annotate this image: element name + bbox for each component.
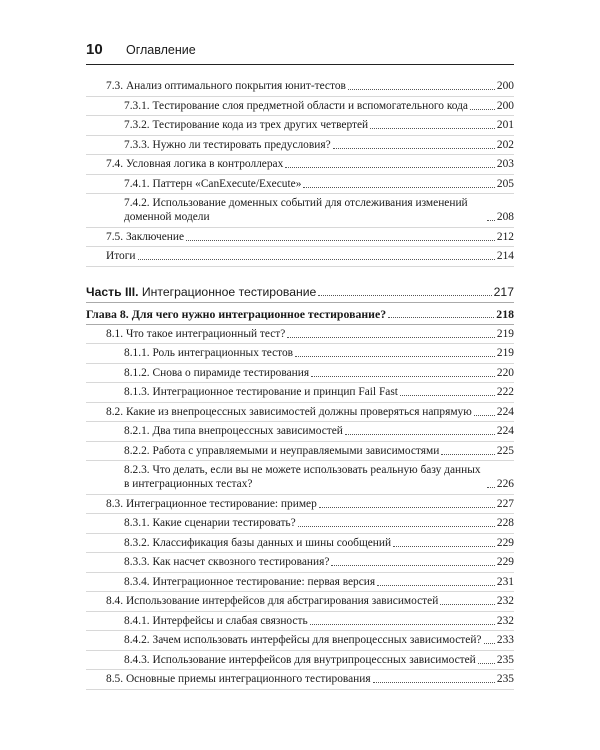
toc-entry-text: Классификация базы данных и шины сообщений	[152, 536, 392, 549]
toc-page-ref: 225	[496, 444, 514, 457]
toc-entry-number: 8.4.3.	[124, 653, 150, 666]
toc-entry-number: 8.5.	[106, 673, 124, 685]
toc-entry-number: 8.4.2.	[124, 634, 150, 646]
toc-entry-number: 7.3.1.	[124, 99, 150, 112]
toc-entry-text: Работа с управляемыми и неуправляемыми зависимостями	[152, 444, 440, 457]
toc-entry-number: 8.3.2.	[124, 536, 150, 549]
toc-entry-number: 8.3.1.	[124, 517, 150, 529]
toc-entry[interactable]	[86, 228, 514, 248]
toc-page-ref: 232	[496, 614, 514, 627]
toc-entry-title	[124, 463, 485, 491]
toc-entry-number: 7.5.	[106, 230, 124, 243]
toc-page-ref: 200	[496, 80, 514, 92]
toc-entry-title	[124, 177, 301, 191]
running-title: Оглавление	[126, 43, 196, 57]
toc-entry-title	[106, 79, 346, 93]
toc-chapter-text: Для чего нужно интеграционное тестирование?	[131, 306, 387, 321]
toc-entry-text: Тестирование слоя предметной области и вспомогательного кода	[152, 99, 468, 112]
toc-entry[interactable]	[86, 247, 514, 267]
toc-page-ref: 200	[496, 99, 514, 112]
toc-section-7	[86, 77, 514, 267]
toc-entry[interactable]	[86, 383, 514, 403]
toc-entry-text: Тестирование кода из трех других четвертей	[152, 119, 369, 131]
toc-entry-title	[124, 118, 368, 132]
toc-entry[interactable]	[86, 573, 514, 593]
toc-entry-text: Интеграционное тестирование и принцип Fail Fast	[152, 386, 398, 398]
toc-entry-title	[106, 405, 472, 419]
toc-entry[interactable]	[86, 631, 514, 651]
toc-part-label: Часть III.	[86, 284, 139, 299]
toc-entry-title	[124, 653, 476, 667]
toc-entry[interactable]	[86, 461, 514, 495]
toc-entry[interactable]	[86, 116, 514, 136]
page-header	[86, 41, 196, 58]
toc-entry-number: 8.4.	[106, 595, 124, 607]
toc-chapter-title	[86, 307, 386, 321]
toc-entry-title	[124, 196, 485, 224]
toc-page-ref: 227	[496, 497, 514, 510]
toc-entry[interactable]	[86, 155, 514, 175]
toc-entry-title	[124, 614, 308, 628]
toc-entry-number: 8.4.1.	[124, 614, 150, 627]
dot-leader	[298, 525, 495, 527]
toc-entry[interactable]	[86, 403, 514, 423]
dot-leader	[303, 186, 495, 188]
dot-leader	[138, 258, 495, 260]
toc-entry-text: Как насчет сквозного тестирования?	[152, 556, 330, 568]
toc-entry-number: 8.3.4.	[124, 575, 150, 588]
toc-entry-number: 8.2.3.	[124, 464, 150, 476]
toc-entry-text: Роль интеграционных тестов	[152, 347, 294, 359]
toc-entry[interactable]	[86, 495, 514, 515]
toc-page-ref: 235	[496, 673, 514, 685]
toc-page-ref: 233	[496, 634, 514, 646]
toc-entry-text: Что делать, если вы не можете использовать реальную базу данных в интеграционных тестах?	[124, 464, 481, 490]
toc-entry-text: Основные приемы интеграционного тестирования	[125, 673, 371, 685]
toc-page-ref: 212	[496, 230, 514, 243]
toc-page-ref: 214	[496, 250, 514, 262]
dot-leader	[285, 166, 495, 168]
toc-entry-number: 8.2.2.	[124, 444, 150, 457]
toc-entry-title	[124, 575, 375, 589]
toc-entry-text: Снова о пирамиде тестирования	[152, 366, 310, 379]
toc-page-ref: 229	[496, 536, 514, 549]
toc-entry[interactable]	[86, 670, 514, 690]
toc-entry-title	[106, 157, 283, 171]
toc-entry[interactable]	[86, 514, 514, 534]
toc-entry-text: Интеграционное тестирование: первая версия	[152, 575, 376, 588]
toc-entry[interactable]	[86, 77, 514, 97]
toc-entry-title	[124, 633, 482, 647]
toc-entry-title	[124, 555, 329, 569]
toc-page-ref: 202	[496, 138, 514, 151]
dot-leader	[377, 584, 495, 586]
toc-page-ref: 208	[496, 211, 514, 223]
toc-entry-number: 8.1.1.	[124, 347, 150, 359]
toc-page-ref: 226	[496, 478, 514, 490]
toc-entry-text: Что такое интеграционный тест?	[125, 327, 286, 340]
toc-entry[interactable]	[86, 325, 514, 345]
toc-page-ref: 217	[493, 284, 514, 299]
toc-entry-number: 8.1.	[106, 327, 124, 340]
dot-leader	[388, 316, 494, 318]
toc-entry-text: Какие из внепроцессных зависимостей должны проверяться напрямую	[125, 405, 472, 418]
toc-entry-number: 8.2.	[106, 405, 124, 418]
toc-entry-text: Нужно ли тестировать предусловия?	[152, 138, 331, 151]
toc-entry-text: Использование интерфейсов для абстрагирования зависимостей	[125, 595, 439, 607]
dot-leader	[478, 662, 495, 664]
dot-leader	[319, 506, 495, 508]
toc-entry[interactable]	[86, 422, 514, 442]
toc-entry[interactable]	[86, 553, 514, 573]
toc-entry-title	[106, 230, 184, 244]
toc-page-ref: 219	[496, 327, 514, 340]
toc-entry-text: Использование доменных событий для отслеживания изменений доменной модели	[124, 197, 468, 223]
toc-entry-text: Заключение	[125, 230, 185, 243]
dot-leader	[348, 88, 495, 90]
dot-leader	[311, 375, 495, 377]
toc-entry[interactable]	[86, 651, 514, 671]
dot-leader	[331, 564, 495, 566]
toc-entry-title	[106, 672, 371, 686]
dot-leader	[295, 355, 495, 357]
toc-page-ref: 205	[496, 177, 514, 190]
toc-entry-title	[124, 99, 468, 113]
toc-entry[interactable]	[86, 442, 514, 462]
dot-leader	[440, 603, 495, 605]
header-rule	[86, 64, 514, 65]
table-of-contents	[86, 77, 514, 690]
dot-leader	[393, 545, 495, 547]
toc-page-ref: 235	[496, 653, 514, 666]
dot-leader	[487, 219, 495, 221]
toc-entry-number: 8.1.3.	[124, 386, 150, 398]
toc-entry[interactable]	[86, 592, 514, 612]
dot-leader	[400, 394, 495, 396]
toc-chapter-label: Глава 8.	[86, 306, 129, 321]
toc-part-entry[interactable]	[86, 282, 514, 303]
toc-entry-number: 7.4.1.	[124, 177, 150, 190]
toc-entry-title	[124, 385, 398, 399]
toc-entry-text: Интеграционное тестирование: пример	[125, 497, 317, 510]
toc-entry-title	[124, 424, 343, 438]
toc-page-ref: 232	[496, 595, 514, 607]
dot-leader	[373, 681, 495, 683]
toc-entry-number: 7.3.	[106, 80, 124, 92]
toc-entry-title	[124, 366, 309, 380]
toc-entry-number: 7.3.2.	[124, 119, 150, 131]
dot-leader	[470, 108, 495, 110]
toc-entry[interactable]	[86, 175, 514, 195]
toc-entry-text: Использование интерфейсов для внутрипроцессных зависимостей	[152, 653, 476, 666]
toc-entry-number: 7.4.	[106, 158, 124, 170]
toc-entry-number: 8.3.3.	[124, 556, 150, 568]
toc-entry-title	[106, 497, 317, 511]
dot-leader	[310, 623, 495, 625]
page-number: 10	[86, 41, 103, 58]
toc-entry[interactable]	[86, 194, 514, 228]
dot-leader	[186, 239, 495, 241]
toc-part-text: Интеграционное тестирование	[141, 284, 317, 299]
toc-entry-number: 7.4.2.	[124, 197, 150, 209]
dot-leader	[318, 294, 491, 296]
toc-entry-title	[106, 249, 136, 263]
toc-entry-text: Итоги	[106, 250, 136, 262]
toc-entry-text: Паттерн «CanExecute/Execute»	[152, 177, 302, 190]
toc-part-title	[86, 285, 316, 299]
toc-entry[interactable]	[86, 364, 514, 384]
toc-entry-number: 7.3.3.	[124, 138, 150, 151]
toc-entry[interactable]	[86, 612, 514, 632]
toc-entry[interactable]	[86, 534, 514, 554]
toc-chapter-entry[interactable]	[86, 303, 514, 325]
dot-leader	[484, 642, 495, 644]
toc-page-ref: 231	[496, 575, 514, 588]
toc-page-ref: 219	[496, 347, 514, 359]
toc-entry-title	[106, 594, 438, 608]
toc-page-ref: 218	[496, 306, 514, 321]
toc-entry-text: Зачем использовать интерфейсы для внепроцессных зависимостей?	[152, 634, 482, 646]
toc-page-ref: 201	[496, 119, 514, 131]
dot-leader	[333, 147, 495, 149]
toc-page-ref: 224	[496, 405, 514, 418]
dot-leader	[441, 453, 495, 455]
dot-leader	[345, 433, 495, 435]
toc-entry[interactable]	[86, 136, 514, 156]
toc-entry-title	[124, 536, 391, 550]
toc-page-ref: 229	[496, 556, 514, 568]
dot-leader	[487, 486, 495, 488]
toc-entry-number: 8.2.1.	[124, 425, 150, 437]
dot-leader	[287, 336, 495, 338]
toc-entry-number: 8.3.	[106, 497, 124, 510]
toc-page-ref: 224	[496, 425, 514, 437]
toc-entry-text: Какие сценарии тестировать?	[152, 517, 296, 529]
toc-entry[interactable]	[86, 97, 514, 117]
toc-entry-title	[106, 327, 285, 341]
toc-entry-text: Интерфейсы и слабая связность	[152, 614, 308, 627]
toc-page-ref: 222	[496, 386, 514, 398]
toc-entry[interactable]	[86, 344, 514, 364]
toc-entry-title	[124, 444, 439, 458]
toc-page-ref: 228	[496, 517, 514, 529]
toc-entry-title	[124, 138, 331, 152]
toc-entry-title	[124, 516, 296, 530]
toc-page-ref: 220	[496, 366, 514, 379]
toc-entry-text: Два типа внепроцессных зависимостей	[152, 425, 343, 437]
dot-leader	[474, 414, 495, 416]
toc-entry-text: Анализ оптимального покрытия юнит-тестов	[125, 80, 346, 92]
toc-page-ref: 203	[496, 158, 514, 170]
dot-leader	[370, 127, 495, 129]
toc-entry-title	[124, 346, 293, 360]
toc-entry-number: 8.1.2.	[124, 366, 150, 379]
toc-section-8	[86, 325, 514, 690]
toc-entry-text: Условная логика в контроллерах	[125, 158, 284, 170]
